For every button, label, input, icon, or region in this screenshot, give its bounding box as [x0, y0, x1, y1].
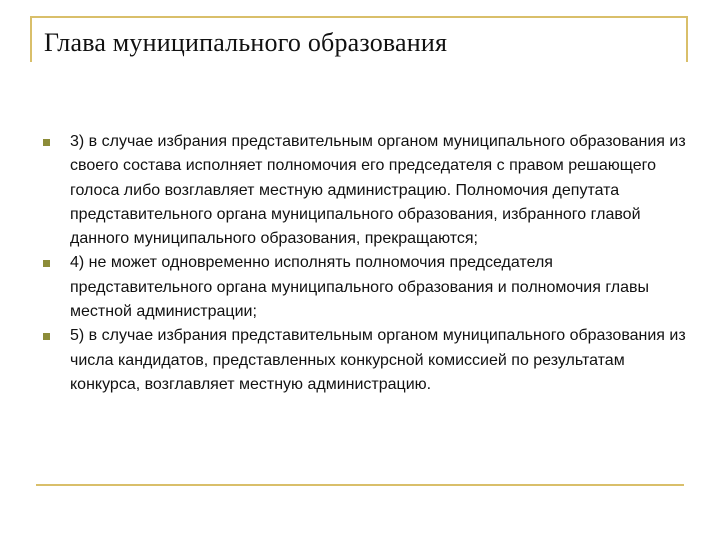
bullet-text: 5) в случае избрания представительным органом муниципального образования из числа кандидатов, представленных конкурсной комиссией по результатам конкурса, возглавляет местную администрацию.: [70, 327, 686, 393]
bullet-item: [40, 130, 690, 251]
square-bullet-icon: [43, 260, 50, 267]
bullet-text: 4) не может одновременно исполнять полномочия председателя представительного органа муниципального образования и полномочия главы местной администрации;: [70, 254, 650, 321]
bullet-list: [40, 130, 690, 397]
frame-left-line: [30, 16, 32, 62]
slide-title: Глава муниципального образования: [44, 28, 448, 57]
frame-right-line: [686, 16, 688, 62]
bullet-text: 3) в случае избрания представительным органом муниципального образования из своего состава исполняет полномочия его председателя с правом решающего голоса либо возглавляет местную администрацию. Полномочия депутата представительного органа муниципального образования, избранного главой данного муниципального образования, прекращаются;: [70, 133, 686, 248]
frame-top-line: [30, 16, 687, 18]
bullet-item: [40, 251, 690, 324]
square-bullet-icon: [43, 333, 50, 340]
bullet-item: [40, 324, 690, 397]
frame-bottom-line: [36, 484, 684, 486]
square-bullet-icon: [43, 139, 50, 146]
